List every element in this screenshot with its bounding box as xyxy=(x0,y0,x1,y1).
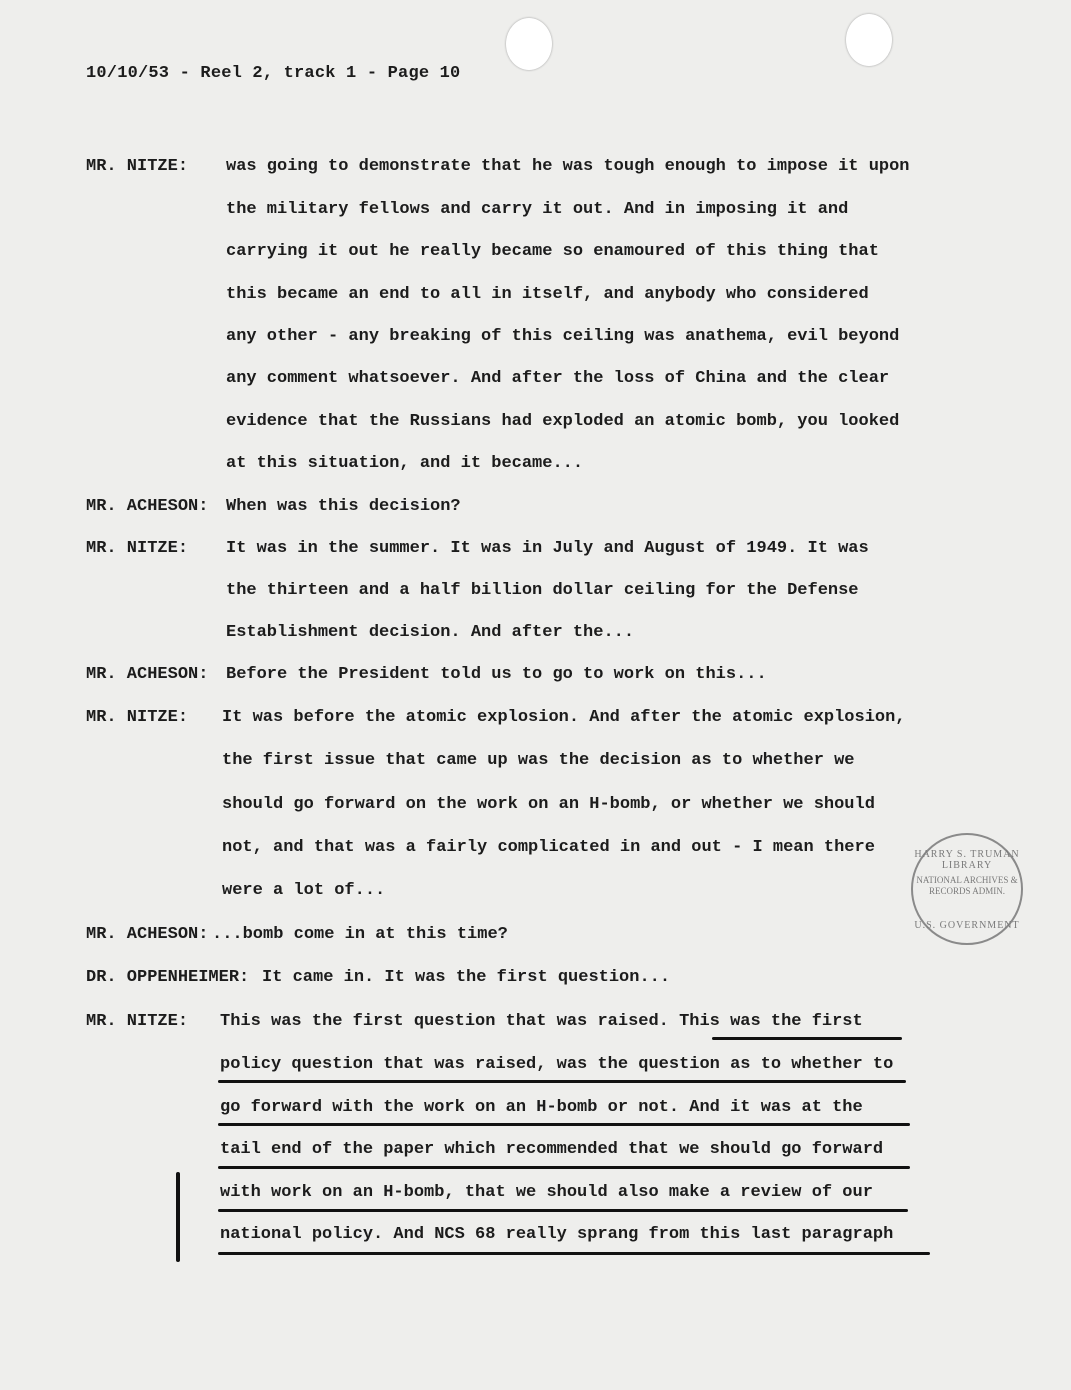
transcript-line: It came in. It was the first question... xyxy=(262,968,671,987)
transcript-line: Before the President told us to go to work on this... xyxy=(226,665,767,684)
handwritten-underline xyxy=(712,1037,902,1040)
transcript-line: national policy. And NCS 68 really sprang from this last paragraph xyxy=(220,1225,894,1244)
speaker-label: MR. ACHESON: xyxy=(86,665,209,684)
transcript-line: go forward with the work on an H-bomb or not. And it was at the xyxy=(220,1098,863,1117)
speaker-label: MR. NITZE: xyxy=(86,1012,189,1031)
transcript-line: This was the first question that was raised. This was the first xyxy=(220,1012,863,1031)
handwritten-underline xyxy=(218,1252,930,1255)
transcript-line: It was before the atomic explosion. And after the atomic explosion, xyxy=(222,708,906,727)
speaker-label: DR. OPPENHEIMER: xyxy=(86,968,250,987)
speaker-label: MR. NITZE: xyxy=(86,539,189,558)
speaker-label: MR. ACHESON: xyxy=(86,925,209,944)
speaker-label: MR. NITZE: xyxy=(86,157,189,176)
transcript-line: this became an end to all in itself, and anybody who considered xyxy=(226,285,869,304)
speaker-label: MR. ACHESON: xyxy=(86,497,209,516)
handwritten-underline xyxy=(218,1080,906,1083)
page-header: 10/10/53 - Reel 2, track 1 - Page 10 xyxy=(86,64,461,83)
stamp-top-text: HARRY S. TRUMAN LIBRARY xyxy=(914,849,1020,871)
transcript-line: When was this decision? xyxy=(226,497,461,516)
transcript-line: carrying it out he really became so enamoured of this thing that xyxy=(226,242,879,261)
speaker-label: MR. NITZE: xyxy=(86,708,189,727)
handwritten-underline xyxy=(218,1209,908,1212)
transcript-line: were a lot of... xyxy=(222,881,386,900)
transcript-line: was going to demonstrate that he was tough enough to impose it upon xyxy=(226,157,910,176)
stamp-bottom-text: U.S. GOVERNMENT xyxy=(914,920,1020,931)
transcript-line: any comment whatsoever. And after the loss of China and the clear xyxy=(226,369,890,388)
transcript-line: the first issue that came up was the decision as to whether we xyxy=(222,751,855,770)
punch-hole-left xyxy=(506,18,552,70)
handwritten-underline xyxy=(218,1166,910,1169)
transcript-line: should go forward on the work on an H-bomb, or whether we should xyxy=(222,795,875,814)
transcript-line: with work on an H-bomb, that we should also make a review of our xyxy=(220,1183,873,1202)
transcript-line: the military fellows and carry it out. And in imposing it and xyxy=(226,200,849,219)
punch-hole-right xyxy=(846,14,892,66)
transcript-line: ...bomb come in at this time? xyxy=(212,925,508,944)
transcript-line: not, and that was a fairly complicated in and out - I mean there xyxy=(222,838,875,857)
library-stamp xyxy=(911,833,1023,945)
transcript-line: any other - any breaking of this ceiling was anathema, evil beyond xyxy=(226,327,900,346)
transcript-line: policy question that was raised, was the question as to whether to xyxy=(220,1055,894,1074)
transcript-line: the thirteen and a half billion dollar ceiling for the Defense xyxy=(226,581,859,600)
transcript-line: Establishment decision. And after the... xyxy=(226,623,635,642)
transcript-line: at this situation, and it became... xyxy=(226,454,584,473)
handwritten-margin-mark xyxy=(176,1172,180,1262)
stamp-middle-text: NATIONAL ARCHIVES & RECORDS ADMIN. xyxy=(916,875,1018,896)
transcript-line: tail end of the paper which recommended that we should go forward xyxy=(220,1140,884,1159)
transcript-line: It was in the summer. It was in July and August of 1949. It was xyxy=(226,539,869,558)
handwritten-underline xyxy=(218,1123,910,1126)
transcript-line: evidence that the Russians had exploded an atomic bomb, you looked xyxy=(226,412,900,431)
